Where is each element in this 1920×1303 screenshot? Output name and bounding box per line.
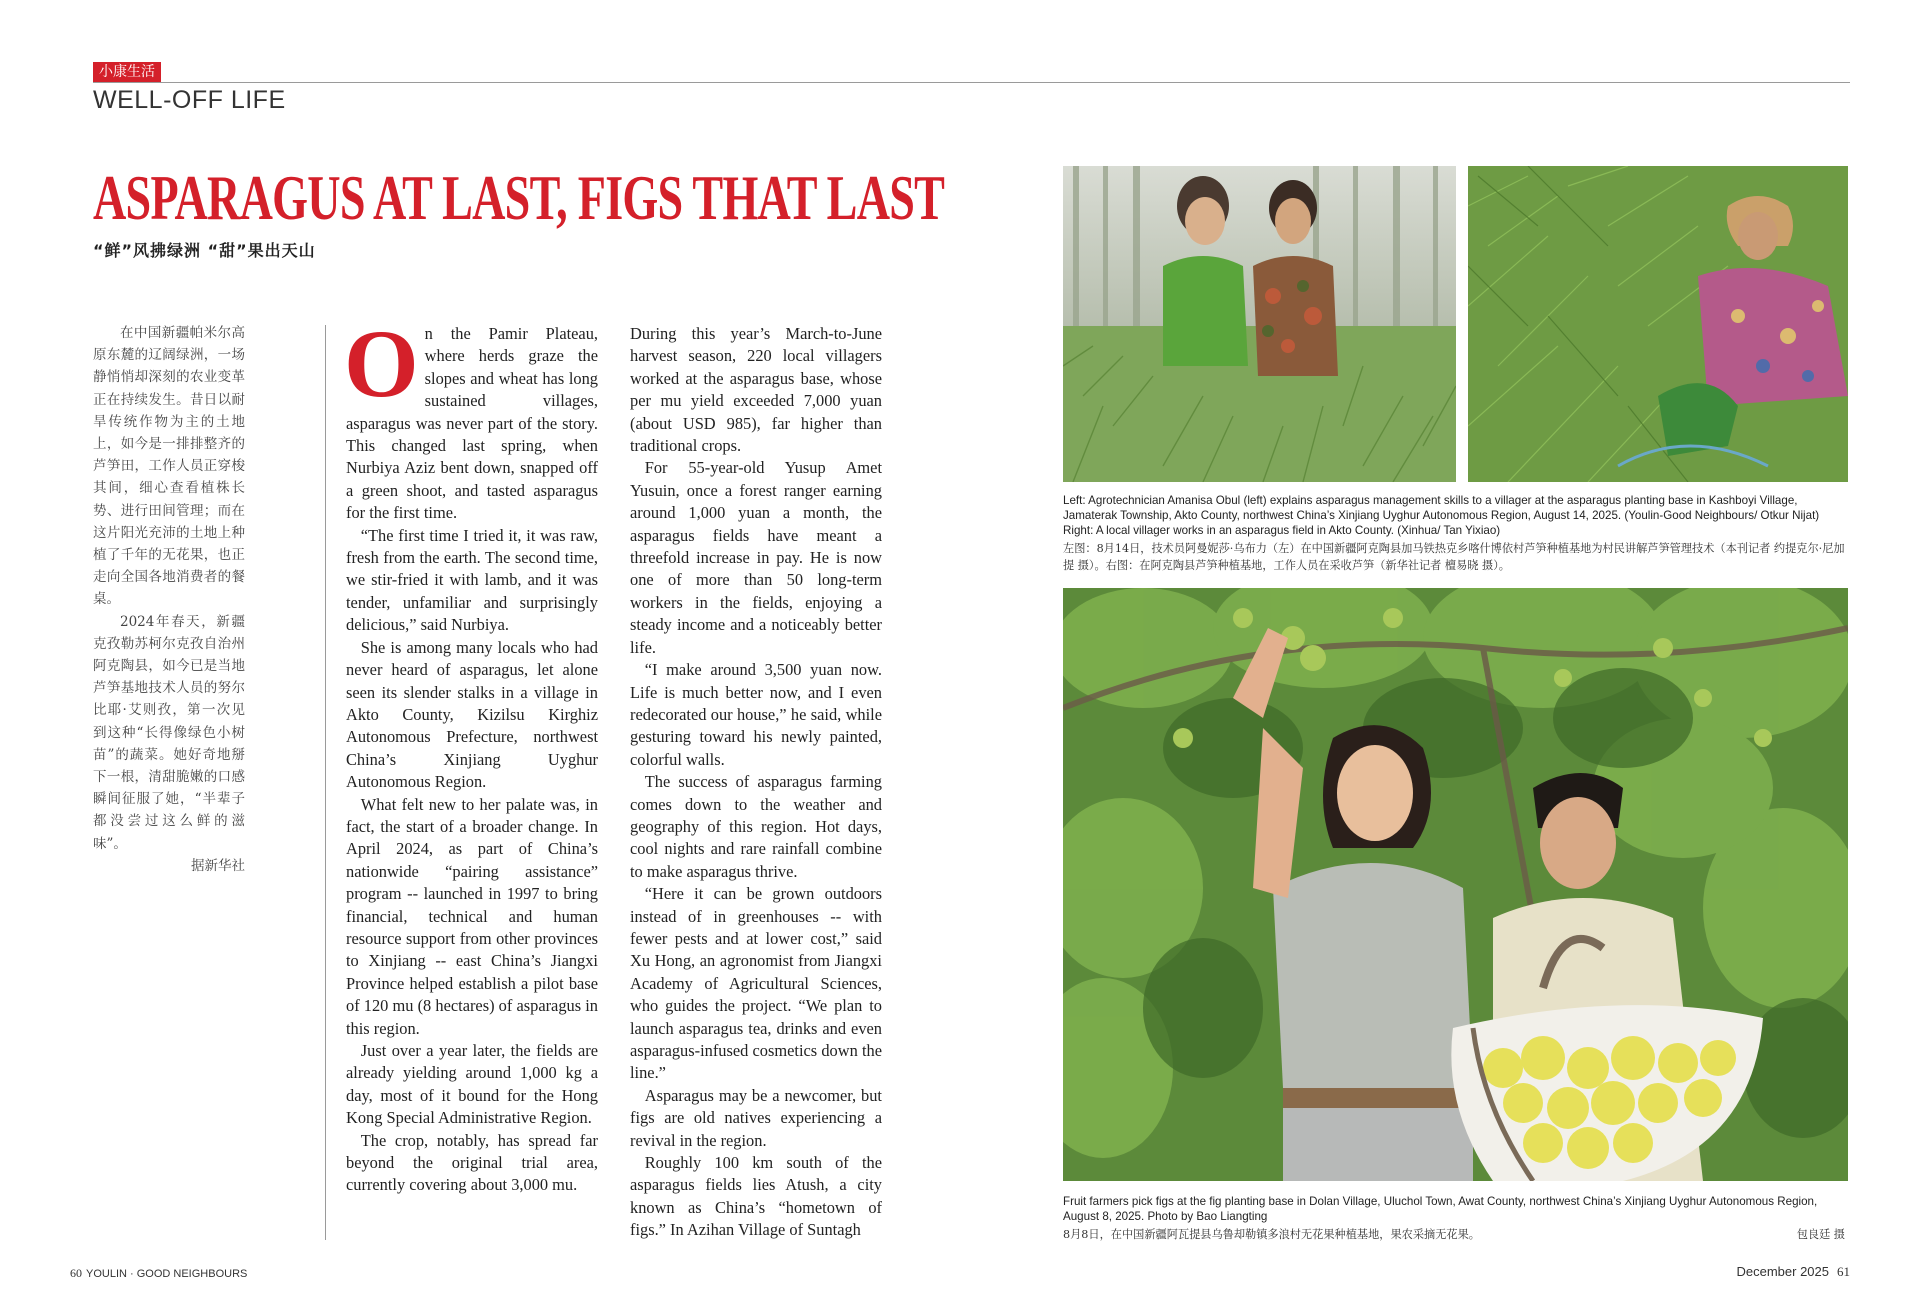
article-paragraph	[344, 310, 598, 525]
photo-caption-en: Fruit farmers pick figs at the fig planting base in Dolan Village, Uluchol Town, Awat County, northwest China’s Xinjiang Uyghur Autonomous Region, August 8, 2025. Photo by Bao Liangting	[1063, 1195, 1818, 1223]
issue-date: December 2025	[1736, 1264, 1829, 1279]
header-rule	[93, 82, 1850, 83]
section-title: WELL-OFF LIFE	[93, 86, 286, 114]
article-paragraph: “I make around 3,500 yuan now. Life is much better now, and I even redecorated our house,” he said, while gesturing toward his newly painted, colorful walls.	[630, 660, 882, 769]
photo-caption-cn: 左图：8月14日，技术员阿曼妮莎·乌布力（左）在中国新疆阿克陶县加马铁热克乡喀什博依村芦笋种植基地为村民讲解芦笋管理技术（本刊记者 约提克尔·尼加提 摄）。右图：在阿克陶县芦笋种植基地，工作人员在采收芦笋（新华社记者 檀易晓 摄）。	[1063, 542, 1845, 572]
article-paragraph: During this year’s March-to-June harvest season, 220 local villagers worked at the asparagus base, whose per mu yield exceeded 7,000 yuan (about USD 985), far higher than traditional crops.	[630, 324, 882, 456]
photo-asparagus-agrotechnician	[1063, 166, 1456, 482]
photo-caption-cn: 8月8日，在中国新疆阿瓦提县乌鲁却勒镇多浪村无花果种植基地，果农采摘无花果。	[1063, 1228, 1480, 1241]
article-paragraph: The success of asparagus farming comes down to the weather and geography of this region. Hot days, cool nights and rare rainfall combine to make asparagus thrive.	[630, 772, 882, 881]
article-subtitle-cn: “鲜”风拂绿洲 “甜”果出天山	[93, 241, 316, 260]
chinese-summary	[93, 322, 245, 877]
article-paragraph: “The first time I tried it, it was raw, fresh from the earth. The second time, we stir-fried it with lamb, and it was tender, unfamiliar and surprisingly delicious,” said Nurbiya.	[346, 525, 598, 635]
article-paragraph: The crop, notably, has spread far beyond the original trial area, currently covering about 3,000 mu.	[346, 1130, 598, 1195]
article-title: ASPARAGUS AT LAST, FIGS THAT LAST	[93, 162, 945, 233]
drop-cap: O	[344, 310, 419, 417]
photo-caption-en: Left: Agrotechnician Amanisa Obul (left) explains asparagus management skills to a villager at the asparagus planting base in Kashboyi Village, Jamaterak Township, Akto County, northwest China’s Xinjiang Uyghur Autonomous Region, August 14, 2025. (Youlin-Good Neighbours/ Otkur Nijat) Right: A local villager works in an asparagus field in Akto County. (Xinhua/ Tan Yixiao)	[1063, 494, 1820, 537]
footer-left	[70, 1266, 247, 1281]
photo-fig-pickers	[1063, 588, 1848, 1181]
article-paragraph: For 55-year-old Yusup Amet Yusuin, once a forest ranger earning around 1,000 yuan a month, the asparagus fields have meant a threefold increase in pay. He is now one of more than 50 long-term workers in the fields, enjoying a steady income and a noticeably better life.	[630, 458, 882, 657]
article-column-1	[344, 310, 598, 1197]
article-paragraph: Asparagus may be a newcomer, but figs are old natives experiencing a revival in the region.	[630, 1085, 882, 1150]
page-number-right: 61	[1837, 1264, 1850, 1279]
page-number-left: 60	[70, 1266, 82, 1280]
article-column-2	[630, 323, 882, 1242]
article-paragraph-text: n the Pamir Plateau, where herds graze the slopes and wheat has long sustained villages, asparagus was never part of the story. This changed last spring, when Nurbiya Aziz bent down, snapped off a green shoot, and tasted asparagus for the first time.	[346, 324, 598, 523]
chinese-summary-source: 据新华社	[191, 857, 245, 874]
photo-credit-cn: 包良廷 摄	[1796, 1228, 1845, 1241]
article-paragraph: She is among many locals who had never heard of asparagus, let alone seen its slender stalks in a village in Akto County, Kizilsu Kirghiz Autonomous Prefecture, northwest China’s Xinjiang Uyghur Autonomous Region.	[346, 637, 598, 792]
article-paragraph: What felt new to her palate was, in fact, the start of a broader change. In April 2024, as part of China’s nationwide “pairing assistance” program -- launched in 1997 to bring financial, technical and human resource support from other provinces to Xinjiang -- east China’s Jiangxi Province helped establish a pilot base of 120 mu (8 hectares) of asparagus in this region.	[346, 794, 598, 1038]
article-paragraph: Roughly 100 km south of the asparagus fields lies Atush, a city known as China’s “hometown of figs.” In Azihan Village of Suntagh	[630, 1153, 882, 1240]
section-tag-cn: 小康生活	[93, 62, 161, 82]
photo-asparagus-harvest	[1468, 166, 1848, 482]
footer-right	[1737, 1264, 1851, 1280]
article-paragraph: “Here it can be grown outdoors instead of in greenhouses -- with fewer pests and at lower cost,” said Xu Hong, an agronomist from Jiangxi Academy of Agricultural Sciences, who guides the project. “We plan to launch asparagus tea, drinks and even asparagus-infused cosmetics down the line.”	[630, 884, 882, 1083]
article-paragraph: Just over a year later, the fields are already yielding around 1,000 kg a day, most of it bound for the Hong Kong Special Administrative Region.	[346, 1041, 598, 1128]
magazine-name: YOULIN · GOOD NEIGHBOURS	[86, 1268, 248, 1280]
chinese-summary-paragraph: 在中国新疆帕米尔高原东麓的辽阔绿洲，一场静悄悄却深刻的农业变革正在持续发生。昔日以耐旱传统作物为主的土地上，如今是一排排整齐的芦笋田，工作人员正穿梭其间，细心查看植株长势、进行田间管理；而在这片阳光充沛的土地上种植了千年的无花果，也正走向全国各地消费者的餐桌。	[93, 325, 245, 608]
column-divider	[325, 325, 326, 1240]
chinese-summary-paragraph: 2024年春天，新疆克孜勒苏柯尔克孜自治州阿克陶县，如今已是当地芦笋基地技术人员的努尔比耶·艾则孜，第一次见到这种“长得像绿色小树苗”的蔬菜。她好奇地掰下一根，清甜脆嫩的口感瞬间征服了她，“半辈子都没尝过这么鲜的滋味”。	[93, 613, 245, 852]
